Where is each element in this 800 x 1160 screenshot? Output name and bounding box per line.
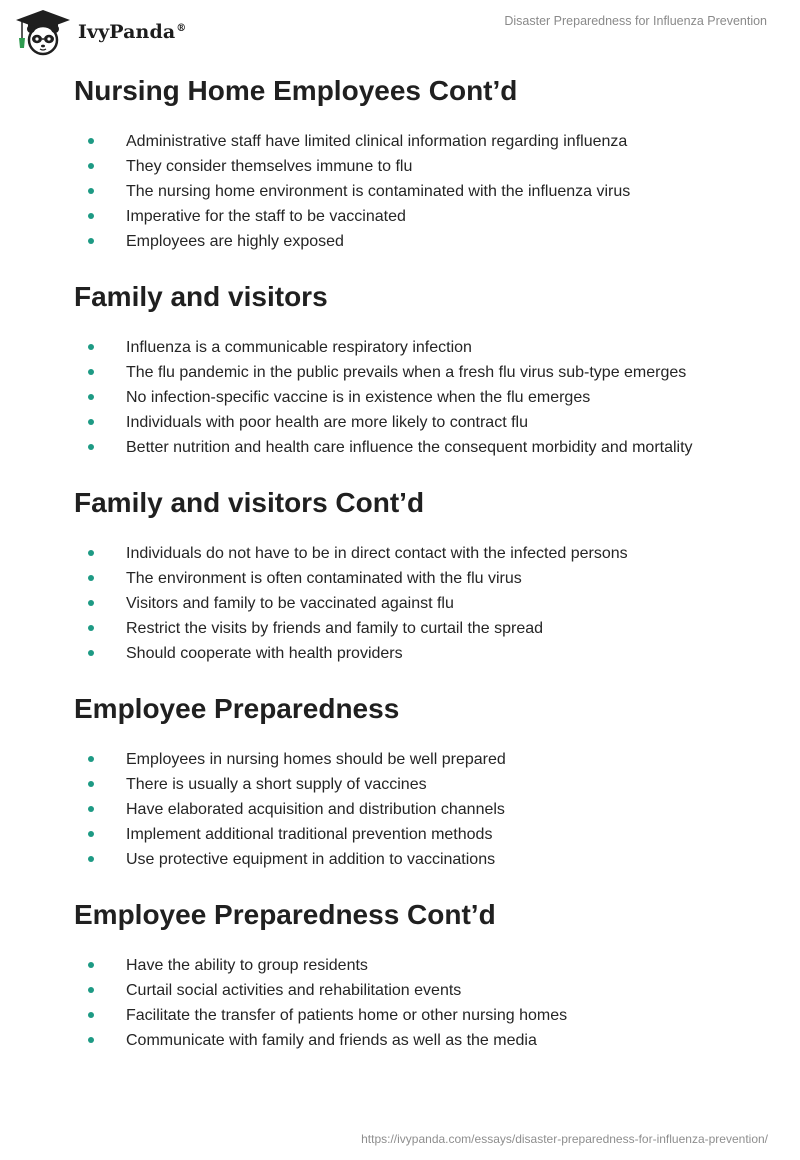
list-item: Imperative for the staff to be vaccinated	[74, 204, 764, 229]
bullet-list	[74, 335, 764, 460]
section-heading: Family and visitors Cont’d	[74, 487, 425, 518]
logo-text: IvyPanda®	[78, 21, 187, 43]
bullet-icon	[88, 213, 94, 219]
list-item: Implement additional traditional prevention methods	[74, 822, 764, 847]
list-item: The environment is often contaminated with the flu virus	[74, 566, 764, 591]
section-heading: Family and visitors	[74, 281, 328, 312]
bullet-icon	[88, 806, 94, 812]
bullet-icon	[88, 856, 94, 862]
bullet-icon	[88, 163, 94, 169]
bullet-icon	[88, 781, 94, 787]
list-item: Employees in nursing homes should be well prepared	[74, 747, 764, 772]
section-nursing-home-employees-contd	[74, 70, 764, 254]
list-item: Use protective equipment in addition to vaccinations	[74, 847, 764, 872]
list-item: There is usually a short supply of vaccines	[74, 772, 764, 797]
bullet-icon	[88, 394, 94, 400]
slide-content	[74, 70, 764, 1053]
bullet-icon	[88, 369, 94, 375]
section-family-and-visitors-contd	[74, 482, 764, 666]
bullet-icon	[88, 238, 94, 244]
list-item: Curtail social activities and rehabilitation events	[74, 978, 764, 1003]
bullet-icon	[88, 550, 94, 556]
list-item: The nursing home environment is contaminated with the influenza virus	[74, 179, 764, 204]
bullet-icon	[88, 188, 94, 194]
bullet-icon	[88, 575, 94, 581]
list-item: Communicate with family and friends as well as the media	[74, 1028, 764, 1053]
page-header	[0, 0, 800, 60]
list-item: Have the ability to group residents	[74, 953, 764, 978]
list-item: Better nutrition and health care influence the consequent morbidity and mortality	[74, 435, 764, 460]
bullet-icon	[88, 419, 94, 425]
bullet-icon	[88, 650, 94, 656]
bullet-icon	[88, 600, 94, 606]
list-item: Administrative staff have limited clinical information regarding influenza	[74, 129, 764, 154]
bullet-icon	[88, 625, 94, 631]
list-item: Facilitate the transfer of patients home or other nursing homes	[74, 1003, 764, 1028]
list-item: Have elaborated acquisition and distribution channels	[74, 797, 764, 822]
list-item: Restrict the visits by friends and family to curtail the spread	[74, 616, 764, 641]
list-item: Individuals with poor health are more likely to contract flu	[74, 410, 764, 435]
section-employee-preparedness-contd	[74, 894, 764, 1053]
section-heading: Nursing Home Employees Cont’d	[74, 75, 518, 106]
bullet-icon	[88, 344, 94, 350]
list-item: Individuals do not have to be in direct contact with the infected persons	[74, 541, 764, 566]
list-item: Influenza is a communicable respiratory infection	[74, 335, 764, 360]
bullet-icon	[88, 1037, 94, 1043]
bullet-icon	[88, 1012, 94, 1018]
list-item: No infection-specific vaccine is in existence when the flu emerges	[74, 385, 764, 410]
section-employee-preparedness	[74, 688, 764, 872]
document-title: Disaster Preparedness for Influenza Prevention	[504, 14, 767, 28]
bullet-icon	[88, 444, 94, 450]
section-family-and-visitors	[74, 276, 764, 460]
bullet-list	[74, 953, 764, 1053]
list-item: Visitors and family to be vaccinated against flu	[74, 591, 764, 616]
bullet-icon	[88, 138, 94, 144]
bullet-icon	[88, 987, 94, 993]
list-item: The flu pandemic in the public prevails when a fresh flu virus sub-type emerges	[74, 360, 764, 385]
bullet-list	[74, 747, 764, 872]
source-url[interactable]: https://ivypanda.com/essays/disaster-preparedness-for-influenza-prevention/	[361, 1132, 768, 1146]
bullet-icon	[88, 831, 94, 837]
list-item: Employees are highly exposed	[74, 229, 764, 254]
list-item: They consider themselves immune to flu	[74, 154, 764, 179]
bullet-icon	[88, 962, 94, 968]
section-heading: Employee Preparedness	[74, 693, 400, 724]
list-item: Should cooperate with health providers	[74, 641, 764, 666]
section-heading: Employee Preparedness Cont’d	[74, 899, 496, 930]
panda-graduate-icon	[14, 8, 72, 56]
bullet-list	[74, 129, 764, 254]
bullet-list	[74, 541, 764, 666]
bullet-icon	[88, 756, 94, 762]
ivypanda-logo[interactable]	[14, 8, 186, 56]
